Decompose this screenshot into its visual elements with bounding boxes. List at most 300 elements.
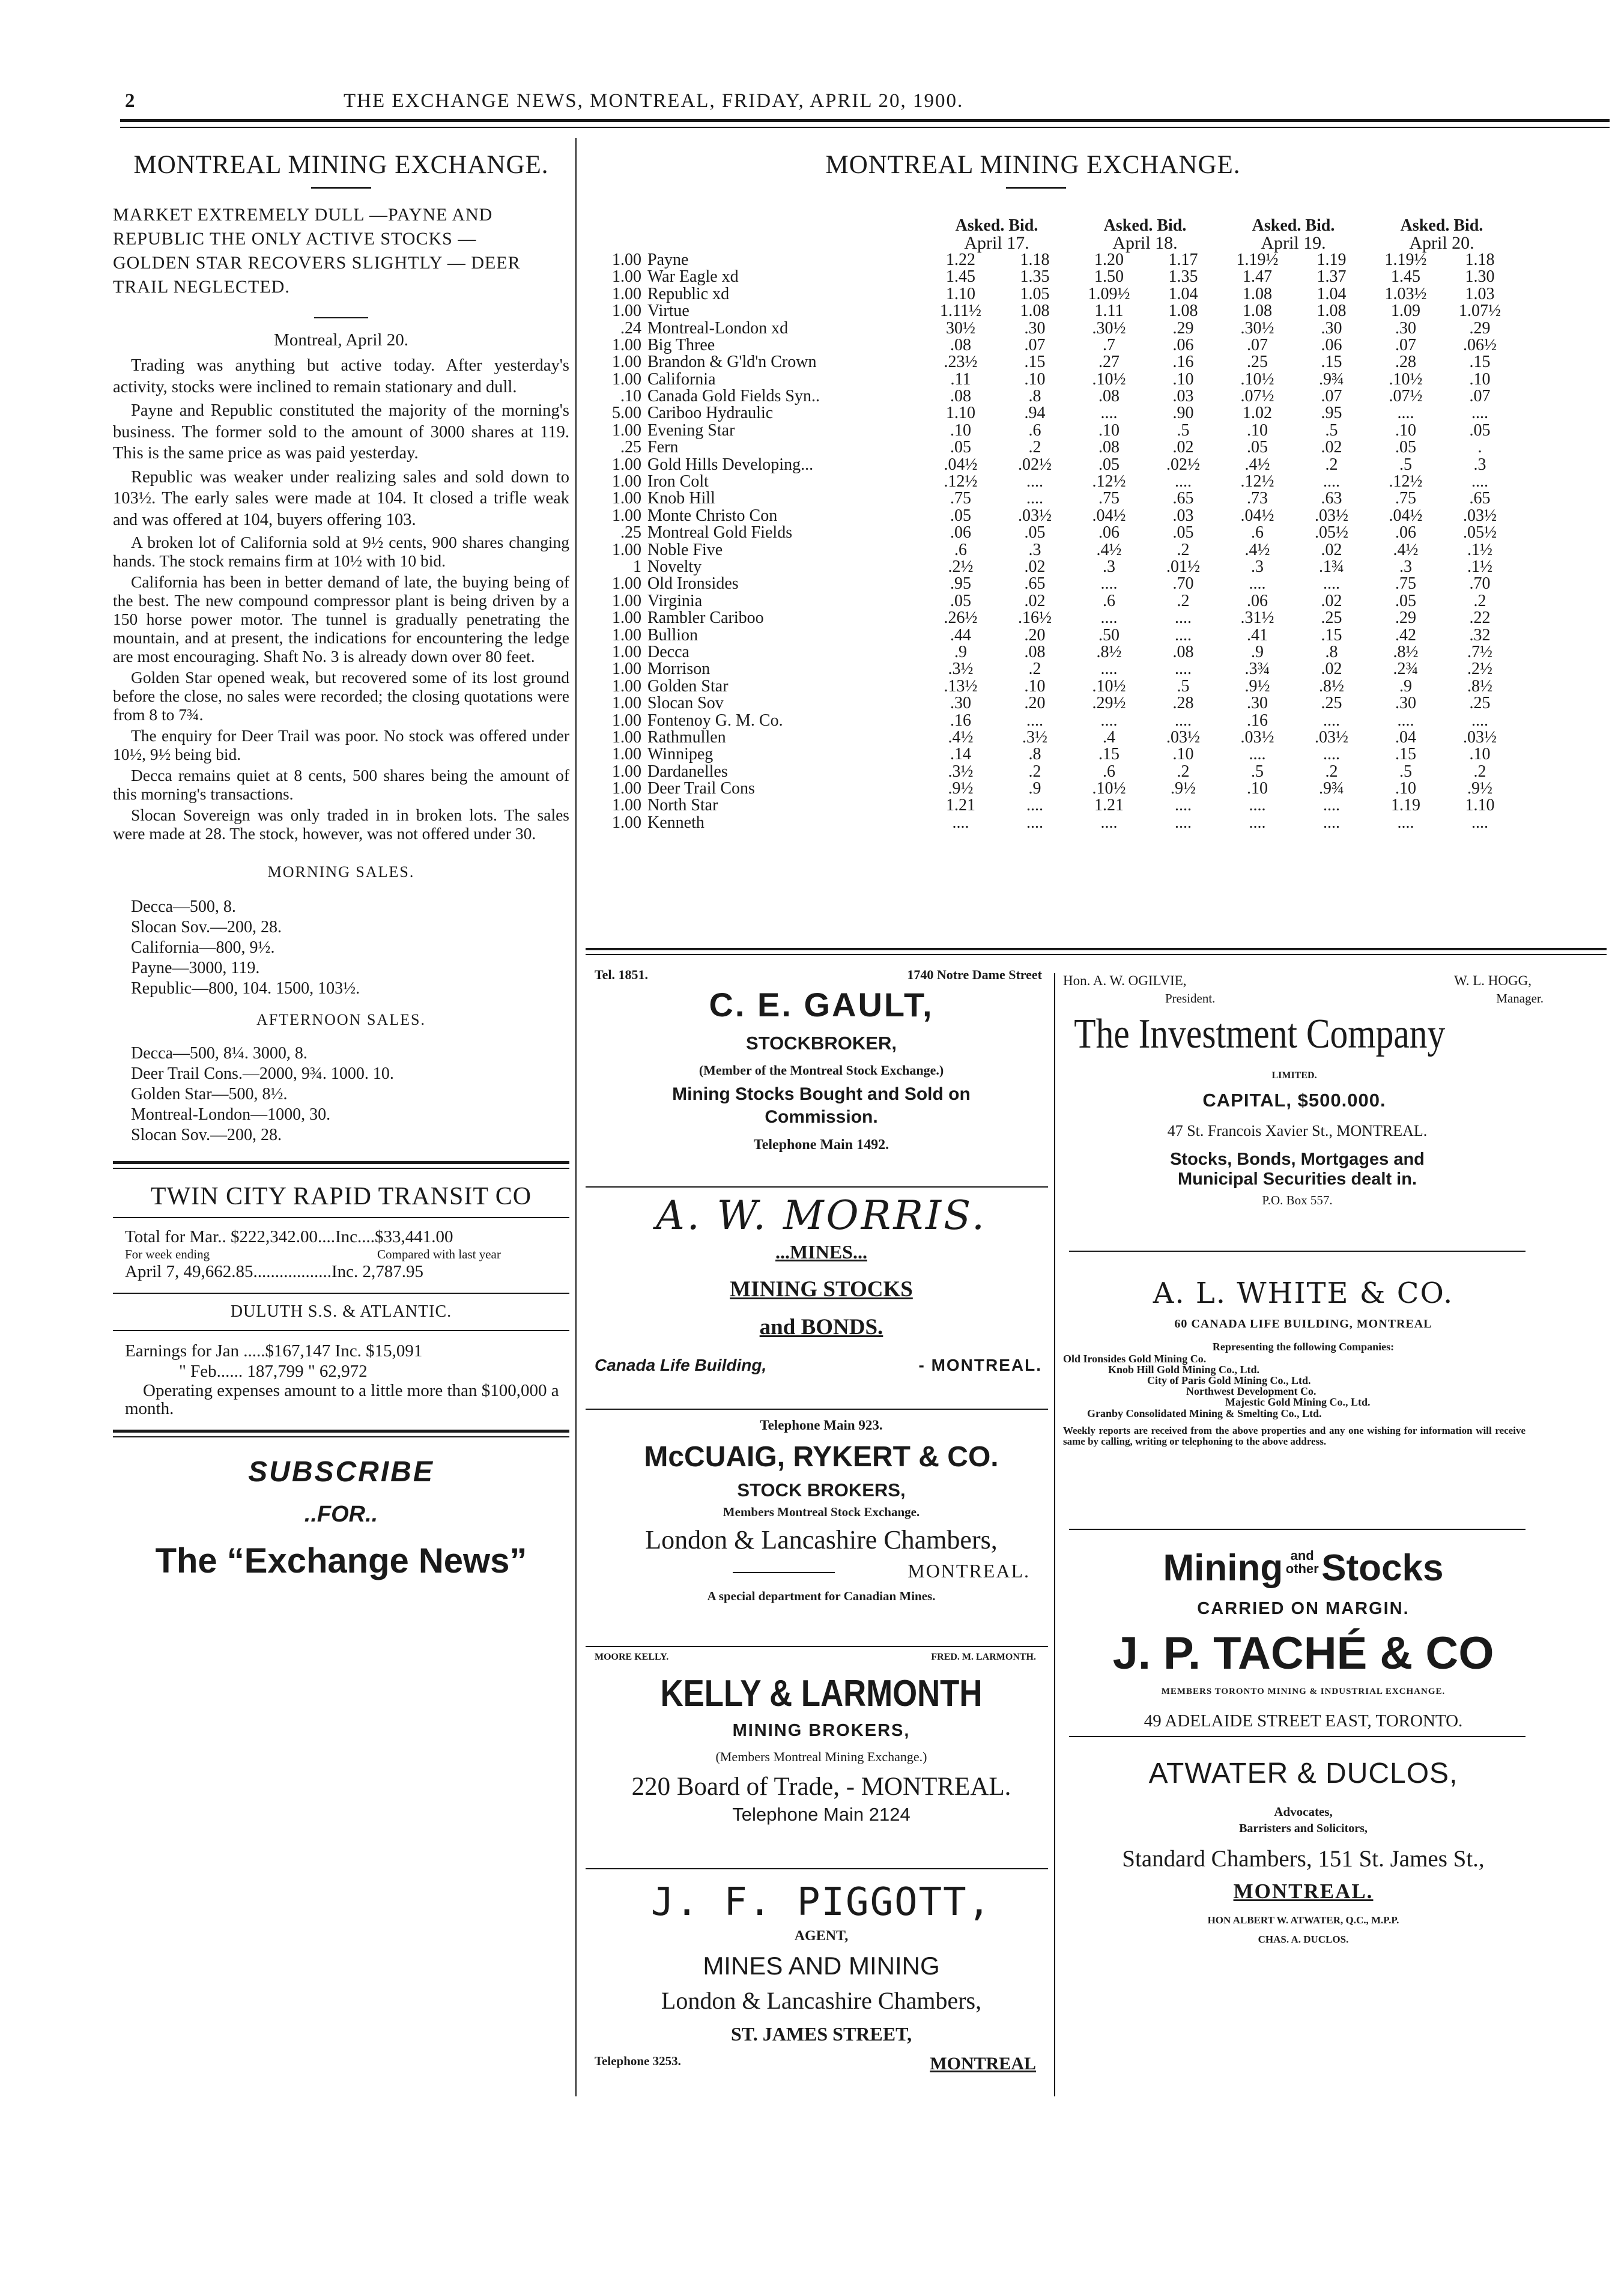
tache-name: J. P. TACHÉ & CO bbox=[1112, 1628, 1494, 1679]
asked-cell: .2¾ bbox=[1393, 660, 1419, 679]
ad-tache bbox=[1063, 1547, 1544, 1731]
asked-cell: .10½ bbox=[1092, 676, 1126, 696]
asked-cell: .31½ bbox=[1240, 608, 1274, 628]
table-row bbox=[587, 678, 1516, 695]
table-row bbox=[587, 269, 1516, 285]
asked-cell: .30 bbox=[1247, 694, 1268, 713]
bid-cell: .2 bbox=[1177, 591, 1190, 610]
kelly-member: (Members Montreal Mining Exchange.) bbox=[715, 1749, 927, 1764]
bid-cell: .03½ bbox=[1166, 727, 1200, 747]
asked-cell: .... bbox=[1100, 608, 1118, 628]
col-date: April 19. bbox=[1261, 232, 1326, 253]
gault-line2: Commission. bbox=[765, 1107, 878, 1127]
stock-name-cell: Novelty bbox=[647, 557, 702, 576]
stock-name-cell: Winnipeg bbox=[647, 745, 714, 764]
white-company: City of Paris Gold Mining Co., Ltd. bbox=[1147, 1374, 1311, 1386]
bid-cell: .... bbox=[1026, 813, 1043, 832]
stock-name-cell: Bullion bbox=[647, 625, 698, 645]
asked-cell: .4½ bbox=[1244, 455, 1270, 474]
atwater-name: ATWATER & DUCLOS, bbox=[1148, 1758, 1458, 1789]
bid-cell: .... bbox=[1026, 489, 1043, 508]
asked-cell: .04½ bbox=[1389, 506, 1423, 525]
duluth-title: DULUTH S.S. & ATLANTIC. bbox=[230, 1302, 452, 1321]
bid-cell: .... bbox=[1175, 608, 1192, 628]
table-row bbox=[587, 575, 1516, 592]
bid-cell: .8 bbox=[1028, 745, 1041, 764]
article-paragraph: Golden Star opened weak, but recovered some of its lost ground before the close, no sales were recorded; the closing quotations were from 8 to 7¾. bbox=[113, 668, 569, 724]
bid-cell: .25 bbox=[1469, 694, 1491, 713]
table-row bbox=[587, 286, 1516, 303]
asked-cell: .8½ bbox=[1096, 642, 1122, 661]
asked-cell: .06 bbox=[1098, 523, 1120, 542]
atwater-role2: Barristers and Solicitors, bbox=[1239, 1822, 1368, 1835]
bid-cell: .03 bbox=[1172, 506, 1194, 525]
asked-cell: .9 bbox=[1399, 676, 1412, 696]
par-value-cell: 1.00 bbox=[612, 250, 641, 269]
asked-cell: .07 bbox=[1247, 335, 1268, 354]
bid-cell: .03 bbox=[1172, 387, 1194, 406]
asked-cell: .4½ bbox=[1393, 540, 1419, 559]
bid-cell: .... bbox=[1175, 625, 1192, 645]
bid-cell: .05½ bbox=[1463, 523, 1497, 542]
asked-cell: .75 bbox=[1395, 574, 1416, 593]
atwater-city: MONTREAL. bbox=[1233, 1880, 1374, 1903]
bid-cell: .05 bbox=[1172, 523, 1194, 542]
asked-cell: .05 bbox=[1395, 591, 1416, 610]
table-title: MONTREAL MINING EXCHANGE. bbox=[825, 151, 1241, 179]
bid-cell: .08 bbox=[1024, 642, 1046, 661]
asked-cell: .07½ bbox=[1240, 387, 1274, 406]
table-row bbox=[587, 354, 1516, 371]
sale-line: Decca—500, 8¼. 3000, 8. bbox=[131, 1044, 308, 1063]
bid-cell: .02 bbox=[1321, 591, 1342, 610]
asked-cell: .14 bbox=[950, 745, 971, 764]
bid-cell: .25 bbox=[1321, 694, 1342, 713]
table-row bbox=[587, 490, 1516, 507]
duluth-feb: " Feb...... 187,799 " 62,972 bbox=[179, 1362, 368, 1381]
par-value-cell: 1.00 bbox=[612, 455, 641, 474]
asked-cell: .26½ bbox=[944, 608, 978, 628]
par-value-cell: 1.00 bbox=[612, 660, 641, 679]
asked-cell: .... bbox=[1249, 796, 1266, 815]
table-row bbox=[587, 695, 1516, 712]
asked-cell: .3 bbox=[1251, 557, 1264, 576]
table-row bbox=[587, 371, 1516, 388]
bid-cell: .15 bbox=[1321, 353, 1342, 372]
tache-mining: Mining bbox=[1163, 1547, 1283, 1589]
asked-cell: .... bbox=[1249, 574, 1266, 593]
ad-white bbox=[1063, 1276, 1544, 1447]
asked-cell: .4½ bbox=[948, 727, 974, 747]
twin-city-week-label: For week ending bbox=[125, 1247, 210, 1261]
subscribe-paper: The “Exchange News” bbox=[155, 1541, 527, 1580]
morris-mines: ...MINES... bbox=[775, 1241, 867, 1263]
morris-name: A. W. MORRIS. bbox=[656, 1192, 987, 1239]
bid-cell: .5 bbox=[1177, 676, 1190, 696]
asked-cell: .12½ bbox=[944, 472, 978, 491]
twin-city-labels bbox=[113, 1247, 569, 1261]
asked-cell: 1.08 bbox=[1243, 302, 1272, 321]
bid-cell: .16½ bbox=[1018, 608, 1052, 628]
bid-cell: .10 bbox=[1024, 369, 1046, 389]
asked-cell: .5 bbox=[1399, 762, 1412, 781]
asked-cell: .6 bbox=[1103, 591, 1115, 610]
gault-line1: Mining Stocks Bought and Sold on bbox=[672, 1084, 971, 1104]
article-paragraph: A broken lot of California sold at 9½ cents, 900 shares changing hands. The stock remains firm at 10½ with 10 bid. bbox=[113, 533, 569, 570]
article-paragraph: Decca remains quiet at 8 cents, 500 shares being the amount of this morning's transactions. bbox=[113, 766, 569, 803]
asked-cell: .05 bbox=[1247, 438, 1268, 457]
par-value-cell: 1.00 bbox=[612, 676, 641, 696]
par-value-cell: 1.00 bbox=[612, 369, 641, 389]
asked-cell: .29 bbox=[1395, 608, 1416, 628]
par-value-cell: 1 bbox=[633, 557, 641, 576]
mccuaig-name: McCUAIG, RYKERT & CO. bbox=[644, 1441, 999, 1473]
par-value-cell: 1.00 bbox=[612, 779, 641, 798]
asked-cell: .42 bbox=[1395, 625, 1416, 645]
bid-cell: .10 bbox=[1172, 745, 1194, 764]
stock-name-cell: Rambler Cariboo bbox=[647, 608, 764, 628]
asked-cell: .29½ bbox=[1092, 694, 1126, 713]
bid-cell: .10 bbox=[1172, 369, 1194, 389]
gault-phone: Telephone Main 1492. bbox=[753, 1137, 889, 1153]
asked-cell: .12½ bbox=[1240, 472, 1274, 491]
bid-cell: .... bbox=[1026, 796, 1043, 815]
investment-president: Hon. A. W. OGILVIE, bbox=[1063, 973, 1187, 988]
mccuaig-chambers: London & Lancashire Chambers, bbox=[645, 1525, 998, 1555]
bid-cell: .... bbox=[1323, 472, 1340, 491]
sale-line: Golden Star—500, 8½. bbox=[131, 1085, 288, 1103]
ad-separator bbox=[1069, 1529, 1526, 1530]
article-paragraph: Slocan Sovereign was only traded in in broken lots. The sales were made at 28. The stock, however, was not offered under 30. bbox=[113, 806, 569, 843]
table-bottom-rule bbox=[586, 948, 1607, 950]
asked-cell: .05 bbox=[950, 591, 971, 610]
ad-investment bbox=[1063, 973, 1604, 1208]
twin-city-compare-label: Compared with last year bbox=[377, 1247, 501, 1261]
asked-cell: .73 bbox=[1247, 489, 1268, 508]
table-body bbox=[587, 252, 1516, 831]
section-rule-thin bbox=[113, 1293, 569, 1294]
asked-cell: 1.03½ bbox=[1384, 284, 1427, 303]
asked-cell: .75 bbox=[1098, 489, 1120, 508]
kelly-phone: Telephone Main 2124 bbox=[732, 1804, 910, 1825]
white-company: Granby Consolidated Mining & Smelting Co., Ltd. bbox=[1087, 1407, 1322, 1419]
bid-cell: 1.04 bbox=[1168, 284, 1198, 303]
bid-cell: .... bbox=[1471, 404, 1488, 423]
table-row bbox=[587, 729, 1516, 746]
par-value-cell: 1.00 bbox=[612, 302, 641, 321]
bid-cell: 1.04 bbox=[1316, 284, 1347, 303]
twin-city-total: Total for Mar.. $222,342.00....Inc....$33,441.00 bbox=[125, 1227, 453, 1246]
bid-cell: .2 bbox=[1325, 455, 1338, 474]
par-value-cell: 1.00 bbox=[612, 608, 641, 628]
asked-cell: .3¾ bbox=[1244, 660, 1270, 679]
bid-cell: .10 bbox=[1469, 369, 1491, 389]
stock-name-cell: Deer Trail Cons bbox=[647, 779, 755, 798]
asked-cell: 1.19½ bbox=[1384, 250, 1427, 269]
bid-cell: .01½ bbox=[1166, 557, 1200, 576]
bid-cell: .... bbox=[1323, 796, 1340, 815]
bid-cell: . bbox=[1477, 438, 1482, 457]
bid-cell: .5 bbox=[1325, 420, 1338, 440]
asked-cell: .9½ bbox=[1244, 676, 1270, 696]
investment-capital: CAPITAL, $500.000. bbox=[1202, 1090, 1386, 1111]
asked-cell: .... bbox=[1100, 660, 1118, 679]
col-head: Asked. Bid. bbox=[955, 216, 1038, 235]
bid-cell: .03½ bbox=[1018, 506, 1052, 525]
asked-cell: .41 bbox=[1247, 625, 1268, 645]
ad-separator bbox=[586, 1646, 1048, 1647]
sale-line: Payne—3000, 119. bbox=[131, 959, 260, 977]
bid-cell: .... bbox=[1026, 711, 1043, 730]
bid-cell: .16 bbox=[1172, 353, 1194, 372]
bid-cell: .3½ bbox=[1022, 727, 1047, 747]
bid-cell: .02 bbox=[1172, 438, 1194, 457]
piggott-street: ST. JAMES STREET, bbox=[730, 2023, 912, 2045]
subscribe-heading: SUBSCRIBE bbox=[248, 1456, 434, 1488]
section-rule bbox=[113, 1430, 569, 1433]
asked-cell: .10 bbox=[1247, 420, 1268, 440]
bid-cell: .9¾ bbox=[1319, 369, 1344, 389]
table-bottom-rule-thin bbox=[586, 954, 1607, 955]
divider bbox=[314, 317, 368, 318]
asked-cell: .23½ bbox=[944, 353, 978, 372]
bid-cell: .2 bbox=[1028, 438, 1041, 457]
section-rule bbox=[113, 1161, 569, 1164]
bid-cell: .10 bbox=[1024, 676, 1046, 696]
stock-name-cell: Big Three bbox=[647, 335, 715, 354]
asked-cell: .5 bbox=[1399, 455, 1412, 474]
bid-cell: 1.35 bbox=[1168, 267, 1198, 287]
sale-line: Decca—500, 8. bbox=[131, 897, 236, 916]
afternoon-sales-title: AFTERNOON SALES. bbox=[256, 1011, 426, 1028]
morris-building: Canada Life Building, bbox=[595, 1356, 767, 1374]
asked-cell: .10 bbox=[1098, 420, 1120, 440]
twin-city-title: TWIN CITY RAPID TRANSIT CO bbox=[150, 1183, 532, 1210]
asked-cell: .10 bbox=[1395, 779, 1416, 798]
table-row bbox=[587, 337, 1516, 354]
asked-cell: .04 bbox=[1395, 727, 1416, 747]
stock-name-cell: California bbox=[647, 369, 716, 389]
stock-name-cell: Old Ironsides bbox=[647, 574, 739, 593]
bid-cell: .1½ bbox=[1467, 557, 1492, 576]
par-value-cell: 1.00 bbox=[612, 267, 641, 287]
asked-cell: .75 bbox=[950, 489, 971, 508]
column-separator bbox=[575, 138, 577, 2096]
stock-name-cell: Virginia bbox=[647, 591, 703, 610]
bid-cell: .9 bbox=[1028, 779, 1041, 798]
bid-cell: .15 bbox=[1469, 353, 1491, 372]
bid-cell: .06½ bbox=[1463, 335, 1497, 354]
asked-cell: .10 bbox=[1247, 779, 1268, 798]
asked-cell: 1.19½ bbox=[1236, 250, 1279, 269]
table-row bbox=[587, 508, 1516, 524]
duluth-jan: Earnings for Jan .....$167,147 Inc. $15,091 bbox=[125, 1341, 423, 1361]
article-paragraph: Trading was anything but active today. After yesterday's activity, stocks were inclined to remain stationary and dull. bbox=[113, 356, 569, 396]
asked-cell: .5 bbox=[1251, 762, 1264, 781]
bid-cell: .28 bbox=[1172, 694, 1194, 713]
asked-cell: .3 bbox=[1103, 557, 1115, 576]
bid-cell: .70 bbox=[1172, 574, 1194, 593]
asked-cell: .08 bbox=[950, 335, 971, 354]
asked-cell: .50 bbox=[1098, 625, 1120, 645]
gault-address: 1740 Notre Dame Street bbox=[907, 967, 1042, 982]
bid-cell: .... bbox=[1471, 472, 1488, 491]
asked-cell: 1.45 bbox=[946, 267, 975, 287]
ad-morris bbox=[595, 1192, 1048, 1380]
asked-cell: .08 bbox=[1098, 387, 1120, 406]
asked-cell: .75 bbox=[1395, 489, 1416, 508]
bid-cell: .25 bbox=[1321, 608, 1342, 628]
tache-address: 49 ADELAIDE STREET EAST, TORONTO. bbox=[1144, 1711, 1463, 1731]
column-separator bbox=[1054, 973, 1055, 2096]
asked-cell: .44 bbox=[950, 625, 971, 645]
col-date: April 17. bbox=[964, 232, 1029, 253]
bid-cell: .02½ bbox=[1166, 455, 1200, 474]
investment-limited: LIMITED. bbox=[1271, 1070, 1317, 1081]
header-rule-thin bbox=[120, 127, 1610, 128]
stock-name-cell: Noble Five bbox=[647, 540, 723, 559]
bid-cell: .2½ bbox=[1467, 660, 1492, 679]
asked-cell: .04½ bbox=[1240, 506, 1274, 525]
ad-kelly bbox=[595, 1652, 1048, 1825]
asked-cell: .... bbox=[1249, 813, 1266, 832]
par-value-cell: 1.00 bbox=[612, 762, 641, 781]
asked-cell: .8½ bbox=[1393, 642, 1419, 661]
bid-cell: .30 bbox=[1321, 318, 1342, 338]
table-row bbox=[587, 439, 1516, 456]
bid-cell: 1.10 bbox=[1465, 796, 1495, 815]
ad-separator bbox=[1069, 1736, 1526, 1737]
bid-cell: .06 bbox=[1321, 335, 1342, 354]
par-value-cell: 1.00 bbox=[612, 625, 641, 645]
bid-cell: .15 bbox=[1024, 353, 1046, 372]
stock-name-cell: Virtue bbox=[647, 302, 689, 321]
table-row bbox=[587, 627, 1516, 643]
bid-cell: .2 bbox=[1177, 762, 1190, 781]
divider bbox=[311, 187, 371, 189]
asked-cell: .10 bbox=[1395, 420, 1416, 440]
bid-cell: 1.35 bbox=[1020, 267, 1050, 287]
mccuaig-city: MONTREAL. bbox=[907, 1560, 1030, 1582]
asked-cell: .10½ bbox=[1092, 369, 1126, 389]
asked-cell: .08 bbox=[1098, 438, 1120, 457]
asked-cell: .10 bbox=[950, 420, 971, 440]
white-name: A. L. WHITE & CO. bbox=[1153, 1276, 1454, 1310]
tache-headline bbox=[1063, 1547, 1544, 1589]
section-rule-thin bbox=[113, 1436, 569, 1437]
bid-cell: .7½ bbox=[1467, 642, 1492, 661]
investment-president-role: President. bbox=[1165, 991, 1216, 1006]
table-row bbox=[587, 780, 1516, 797]
bid-cell: .1½ bbox=[1467, 540, 1492, 559]
tache-margin: CARRIED ON MARGIN. bbox=[1197, 1599, 1410, 1618]
par-value-cell: .25 bbox=[620, 438, 641, 457]
stock-name-cell: Morrison bbox=[647, 660, 710, 679]
bid-cell: 1.30 bbox=[1465, 267, 1495, 287]
stock-name-cell: Montreal Gold Fields bbox=[647, 523, 793, 542]
bid-cell: 1.19 bbox=[1316, 250, 1347, 269]
bid-cell: .9¾ bbox=[1319, 779, 1344, 798]
ad-separator bbox=[586, 1186, 1048, 1188]
asked-cell: .30 bbox=[1395, 694, 1416, 713]
bid-cell: .63 bbox=[1321, 489, 1342, 508]
white-representing: Representing the following Companies: bbox=[1212, 1341, 1395, 1353]
asked-cell: 1.50 bbox=[1094, 267, 1124, 287]
table-row bbox=[587, 541, 1516, 558]
asked-cell: .30 bbox=[1395, 318, 1416, 338]
price-table bbox=[587, 217, 1516, 831]
asked-cell: .... bbox=[1397, 404, 1414, 423]
asked-cell: 1.22 bbox=[946, 250, 975, 269]
kelly-name: KELLY & LARMONTH bbox=[660, 1673, 983, 1714]
dateline: Montreal, April 20. bbox=[274, 330, 408, 350]
bid-cell: .30 bbox=[1024, 318, 1046, 338]
section-rule-thin bbox=[113, 1330, 569, 1331]
bid-cell: .... bbox=[1471, 813, 1488, 832]
sale-line: Deer Trail Cons.—2000, 9¾. 1000. 10. bbox=[131, 1064, 394, 1083]
par-value-cell: 5.00 bbox=[612, 404, 641, 423]
sale-line: Republic—800, 104. 1500, 103½. bbox=[131, 979, 360, 998]
table-row bbox=[587, 797, 1516, 814]
ad-mccuaig bbox=[595, 1418, 1048, 1604]
bid-cell: .02 bbox=[1024, 557, 1046, 576]
table-row bbox=[587, 303, 1516, 320]
bid-cell: .07 bbox=[1024, 335, 1046, 354]
table-row bbox=[587, 252, 1516, 269]
bid-cell: .65 bbox=[1469, 489, 1491, 508]
gault-name: C. E. GAULT, bbox=[709, 986, 934, 1024]
bid-cell: .22 bbox=[1469, 608, 1491, 628]
asked-cell: .07 bbox=[1395, 335, 1416, 354]
asked-cell: .9½ bbox=[948, 779, 974, 798]
asked-cell: .30½ bbox=[1092, 318, 1126, 338]
bid-cell: .... bbox=[1471, 711, 1488, 730]
asked-cell: 1.21 bbox=[1094, 796, 1124, 815]
asked-cell: .3 bbox=[1399, 557, 1412, 576]
stock-name-cell: Rathmullen bbox=[647, 727, 726, 747]
asked-cell: .05 bbox=[950, 506, 971, 525]
par-value-cell: 1.00 bbox=[612, 694, 641, 713]
par-value-cell: 1.00 bbox=[612, 472, 641, 491]
asked-cell: .... bbox=[1100, 404, 1118, 423]
tache-stocks: Stocks bbox=[1321, 1547, 1444, 1589]
ad-atwater bbox=[1063, 1757, 1544, 1946]
stock-name-cell: Fontenoy G. M. Co. bbox=[647, 711, 783, 730]
ad-piggott bbox=[595, 1880, 1048, 2074]
bid-cell: .02 bbox=[1321, 540, 1342, 559]
bid-cell: .02 bbox=[1024, 591, 1046, 610]
mccuaig-phone: Telephone Main 923. bbox=[760, 1418, 883, 1433]
bid-cell: .6 bbox=[1028, 420, 1041, 440]
investment-manager: W. L. HOGG, bbox=[1454, 973, 1532, 988]
asked-cell: .27 bbox=[1098, 353, 1120, 372]
par-value-cell: 1.00 bbox=[612, 711, 641, 730]
asked-cell: .6 bbox=[1103, 762, 1115, 781]
asked-cell: .... bbox=[1100, 574, 1118, 593]
table-row bbox=[587, 524, 1516, 541]
sale-line: Slocan Sov.—200, 28. bbox=[131, 918, 282, 936]
ad-separator bbox=[586, 1868, 1048, 1869]
asked-cell: .3½ bbox=[948, 762, 974, 781]
table-row bbox=[587, 456, 1516, 473]
bid-cell: .8½ bbox=[1467, 676, 1492, 696]
bid-cell: 1.05 bbox=[1020, 284, 1050, 303]
asked-cell: .11 bbox=[950, 369, 971, 389]
stock-name-cell: Slocan Sov bbox=[647, 694, 724, 713]
atwater-partner: HON ALBERT W. ATWATER, Q.C., M.P.P. bbox=[1207, 1914, 1399, 1926]
ad-separator bbox=[586, 1409, 1048, 1410]
white-company: Majestic Gold Mining Co., Ltd. bbox=[1225, 1396, 1371, 1408]
